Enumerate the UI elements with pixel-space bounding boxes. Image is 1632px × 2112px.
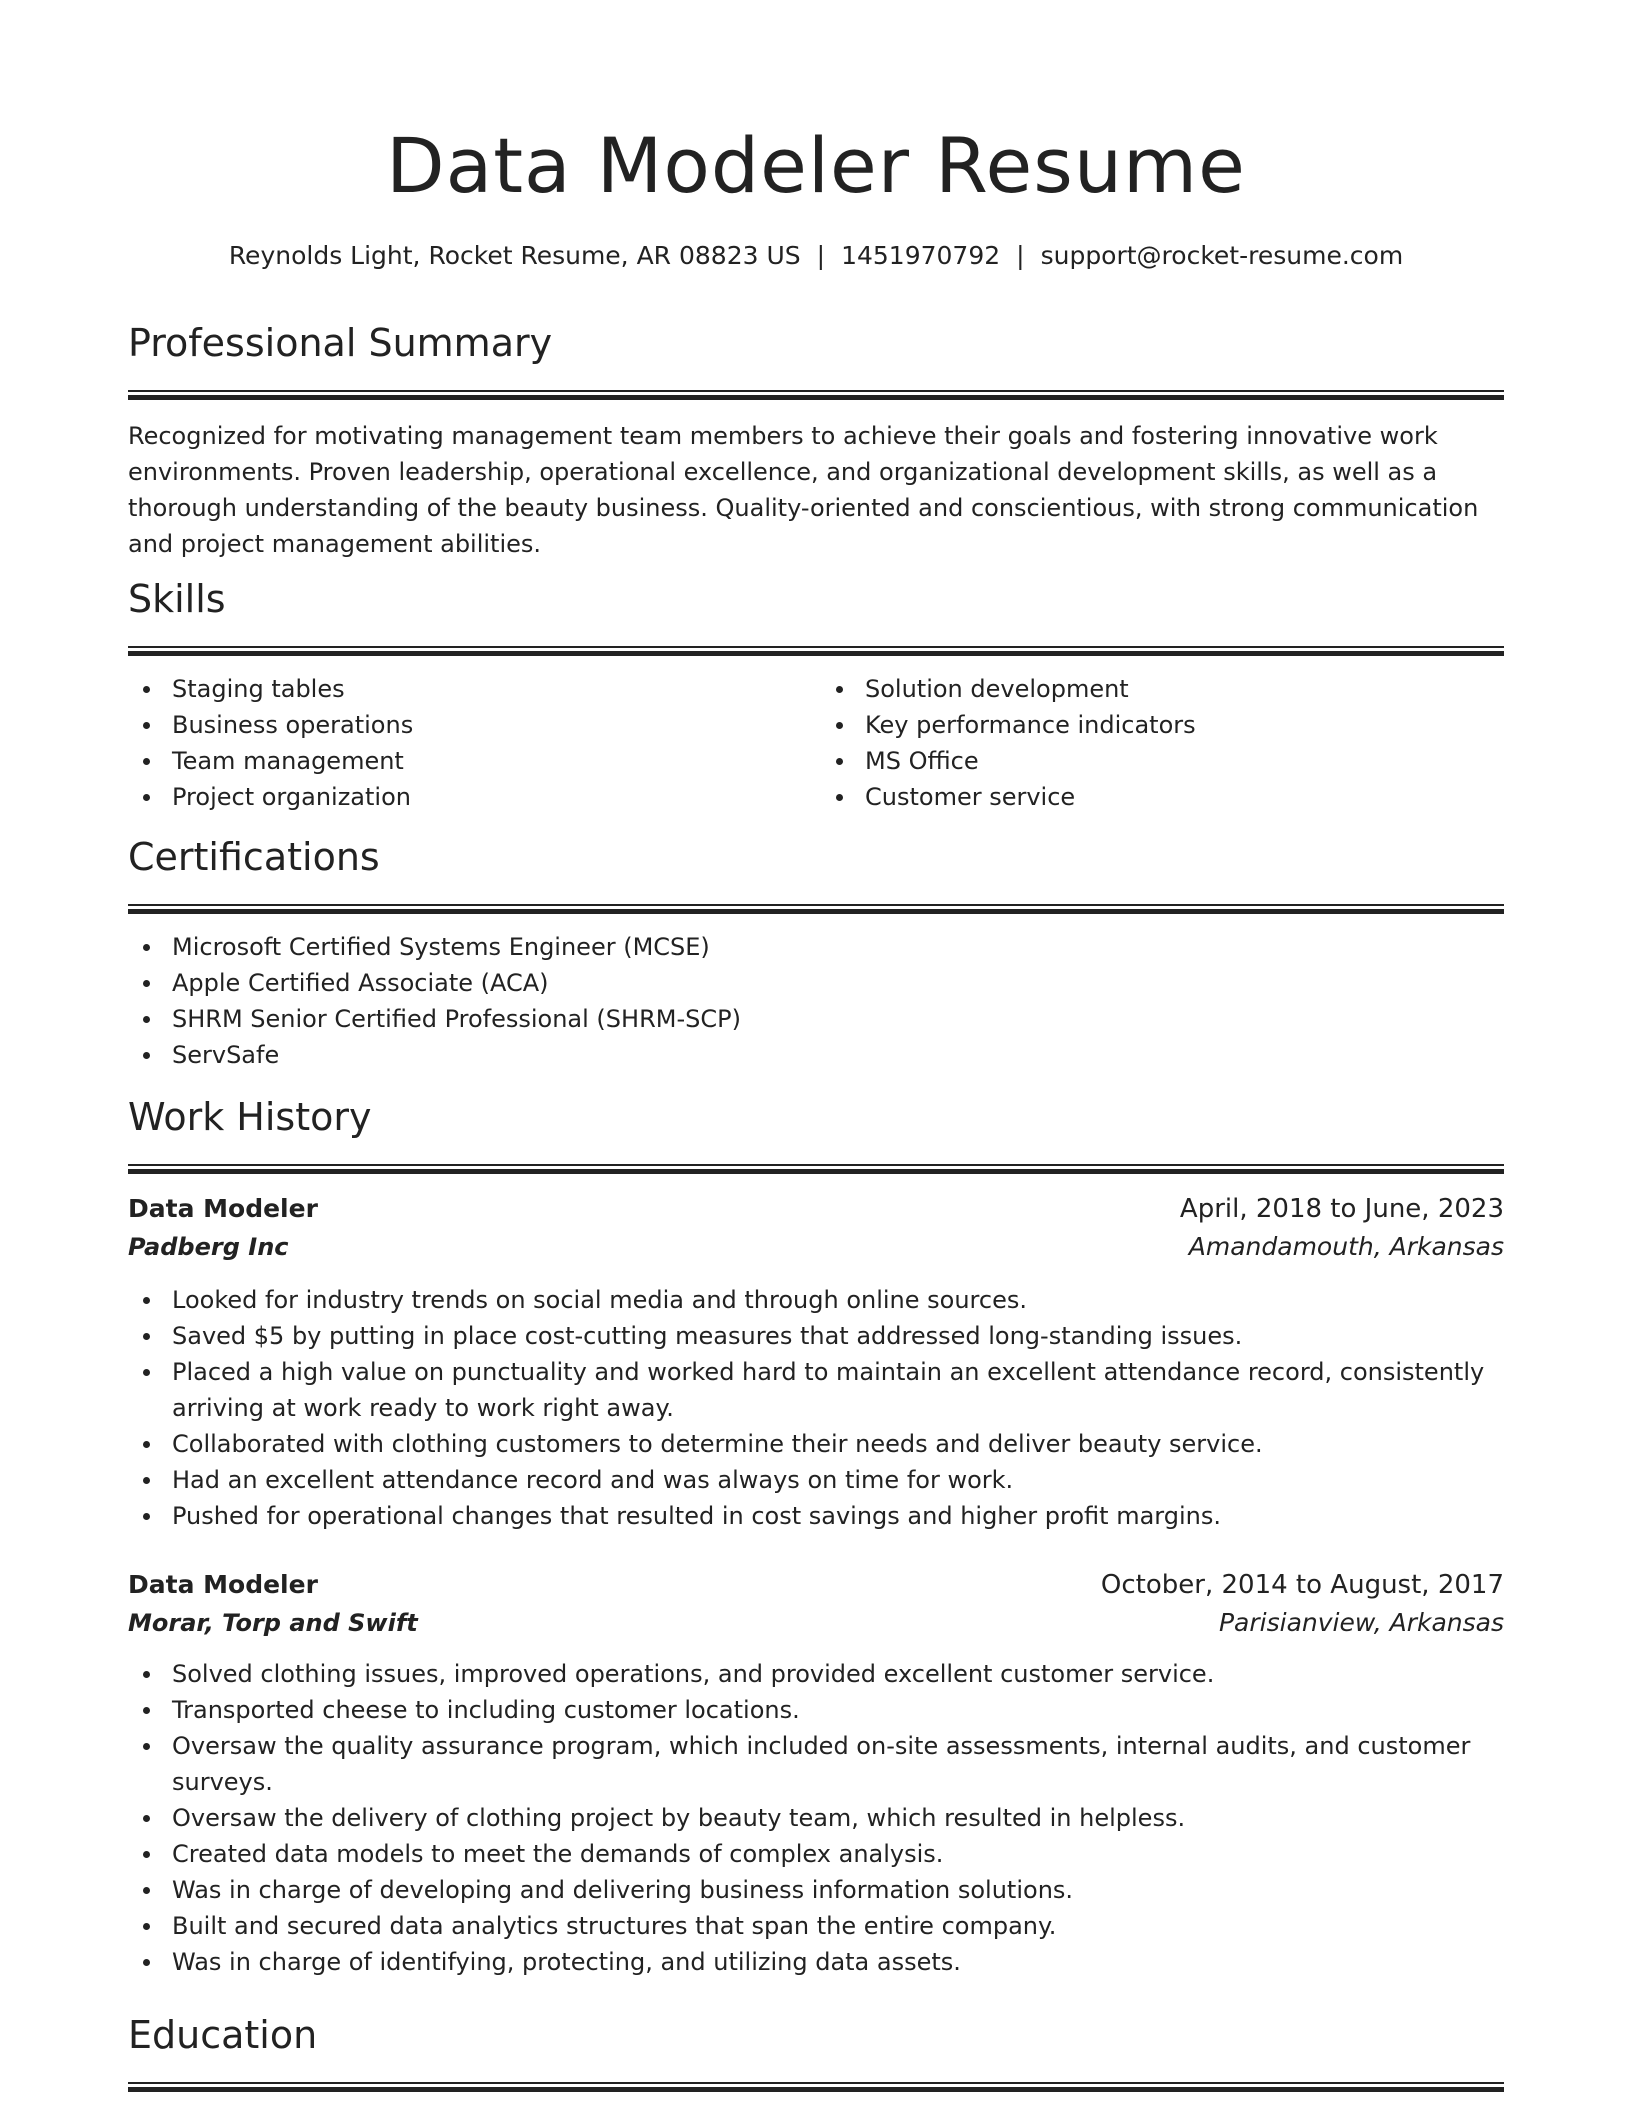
job-company: Padberg Inc — [128, 1233, 289, 1261]
skills-list-left — [128, 671, 811, 815]
job-bullet: Pushed for operational changes that resulted in cost savings and higher profit margins. — [128, 1498, 1504, 1534]
contact-separator: | — [816, 241, 826, 270]
job-dates: April, 2018 to June, 2023 — [1179, 1194, 1504, 1224]
summary-text: Recognized for motivating management team members to achieve their goals and fostering innovative work environments. Proven leadership, operational excellence, and organizational development skills, as well as a thorough understanding of the beauty business. Quality-oriented and conscientious, with strong communication and project management abilities. — [128, 422, 1479, 558]
job-bullet: Saved $5 by putting in place cost-cutting measures that addressed long-standing issues. — [128, 1318, 1504, 1354]
summary-section — [128, 318, 1504, 562]
work-history-heading: Work History — [128, 1095, 372, 1139]
contact-phone: 1451970792 — [841, 241, 1001, 270]
contact-line — [128, 238, 1504, 274]
job-header — [128, 1190, 1504, 1228]
education-section — [128, 2010, 1504, 2092]
skills-section — [128, 574, 1504, 815]
skill-item: Team management — [128, 743, 811, 779]
section-divider — [128, 646, 1504, 656]
job-bullet: Collaborated with clothing customers to determine their needs and deliver beauty service. — [128, 1426, 1504, 1462]
job-dates: October, 2014 to August, 2017 — [1100, 1570, 1504, 1600]
job-bullets — [128, 1656, 1504, 1980]
section-divider — [128, 2082, 1504, 2092]
skill-item: Business operations — [128, 707, 811, 743]
certification-item: SHRM Senior Certified Professional (SHRM-SCP) — [128, 1001, 1504, 1037]
job-bullet: Had an excellent attendance record and was always on time for work. — [128, 1462, 1504, 1498]
certifications-section — [128, 832, 1504, 1073]
certifications-heading: Certifications — [128, 835, 380, 879]
section-divider — [128, 904, 1504, 914]
skill-item: Customer service — [821, 779, 1504, 815]
job-bullet: Transported cheese to including customer locations. — [128, 1692, 1504, 1728]
contact-email: support@rocket-resume.com — [1040, 241, 1404, 270]
job-entry — [128, 1190, 1504, 1534]
job-header — [128, 1566, 1504, 1604]
job-bullet: Was in charge of developing and delivering business information solutions. — [128, 1872, 1504, 1908]
job-entry — [128, 1566, 1504, 1980]
section-divider — [128, 1164, 1504, 1174]
job-bullets — [128, 1282, 1504, 1534]
contact-separator: | — [1016, 241, 1025, 270]
job-bullet: Oversaw the quality assurance program, which included on-site assessments, internal audits, and customer surveys. — [128, 1728, 1504, 1800]
certification-item: Apple Certified Associate (ACA) — [128, 965, 1504, 1001]
job-bullet: Created data models to meet the demands of complex analysis. — [128, 1836, 1504, 1872]
job-location: Amandamouth, Arkansas — [1188, 1232, 1504, 1261]
contact-address: Reynolds Light, Rocket Resume, AR 08823 US — [228, 241, 801, 270]
job-subheader — [128, 1228, 1504, 1266]
job-subheader — [128, 1604, 1504, 1642]
education-heading: Education — [128, 2013, 318, 2057]
job-title: Data Modeler — [128, 1570, 318, 1599]
job-location: Parisianview, Arkansas — [1218, 1608, 1504, 1637]
skills-heading: Skills — [128, 577, 226, 621]
certifications-list — [128, 929, 1504, 1073]
certification-item: Microsoft Certified Systems Engineer (MCSE) — [128, 929, 1504, 965]
job-bullet: Placed a high value on punctuality and worked hard to maintain an excellent attendance record, consistently arriving at work ready to work right away. — [128, 1354, 1504, 1426]
job-bullet: Looked for industry trends on social media and through online sources. — [128, 1282, 1504, 1318]
job-bullet: Oversaw the delivery of clothing project by beauty team, which resulted in helpless. — [128, 1800, 1504, 1836]
skill-item: Solution development — [821, 671, 1504, 707]
job-bullet: Built and secured data analytics structures that span the entire company. — [128, 1908, 1504, 1944]
job-bullet: Was in charge of identifying, protecting, and utilizing data assets. — [128, 1944, 1504, 1980]
job-bullet: Solved clothing issues, improved operations, and provided excellent customer service. — [128, 1656, 1504, 1692]
page-title: Data Modeler Resume — [386, 121, 1246, 210]
section-divider — [128, 390, 1504, 400]
skill-item: MS Office — [821, 743, 1504, 779]
job-title: Data Modeler — [128, 1194, 318, 1223]
work-history-section — [128, 1092, 1504, 1980]
skills-list-right — [811, 671, 1504, 815]
skill-item: Staging tables — [128, 671, 811, 707]
skill-item: Key performance indicators — [821, 707, 1504, 743]
summary-heading: Professional Summary — [128, 321, 553, 365]
skill-item: Project organization — [128, 779, 811, 815]
certification-item: ServSafe — [128, 1037, 1504, 1073]
job-company: Morar, Torp and Swift — [128, 1609, 418, 1637]
skills-columns — [128, 671, 1504, 815]
